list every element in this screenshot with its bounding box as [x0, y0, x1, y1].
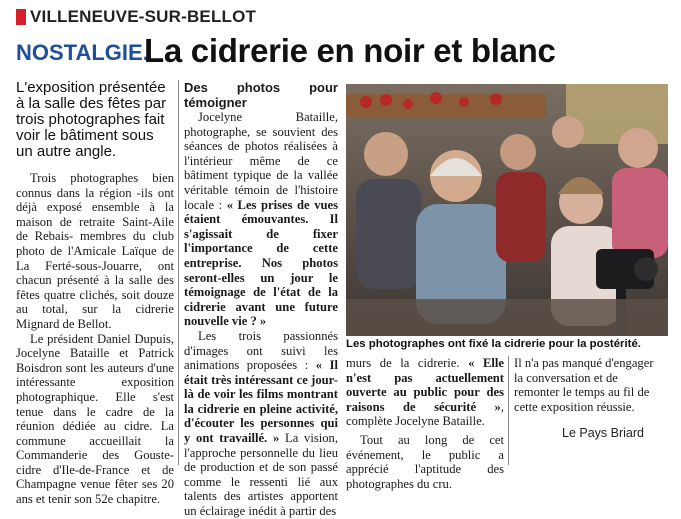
column-3 [346, 356, 504, 491]
article-photo [346, 84, 668, 336]
column-divider [508, 356, 509, 465]
column-4 [514, 356, 664, 414]
text-span: , complète Jocelyne Bataille. [346, 399, 504, 429]
section-marker [16, 9, 26, 25]
text-span: Les trois passionnés d'images ont suivi les animations proposées : [184, 328, 338, 373]
text-span: Jocelyne Bataille, photographe, se souvient des séances de photos réalisées à l'intérieur même de ce bâtiment typique de la vallée véritable témoin de l'histoire locale : [184, 110, 338, 212]
body-paragraph: Il n'a pas manqué d'engager la conversation et de remonter le temps au fil de cette exposition réussie. [514, 356, 654, 414]
quote-span: « Les prises de vues étaient émouvantes. Il s'agissait de fixer l'importance de cette entreprise. Nos photos seront-elles un jour le témoignage de l'état de la cidrerie avant une future nouvelle vie ? » [184, 197, 338, 329]
body-paragraph [346, 356, 504, 429]
body-paragraph: Tout au long de cet événement, le public a apprécié l'aptitude des photographes du cru. [346, 432, 504, 491]
quote-span: « Il était très intéressant ce jour-là de voir les films montrant la cidrerie en pleine activité, d'écouter les personnes qui y ont travaillé. » [184, 358, 338, 446]
photo-caption: Les photographes ont fixé la cidrerie pour la postérité. [346, 338, 641, 350]
lead-paragraph: L'exposition présentée à la salle des fêtes par trois photographes fait voir le bâtiment sous un autre angle. [16, 79, 167, 160]
kicker-location: VILLENEUVE-SUR-BELLOT [30, 7, 257, 26]
column-divider [178, 80, 179, 465]
body-paragraph: Le président Daniel Dupuis, Jocelyne Bataille et Patrick Boisdron sont les auteurs d'une intéressante exposition photographique. Elle s'est tenue dans le cadre de la réunion dédiée au cidre. La commune accueillait la Commanderie des Gouste-cidre d'Ile-de-France et de Champagne venue fêter ses 20 ans et tenir son 52e chapitre. [16, 331, 174, 507]
photo-illustration [346, 84, 668, 336]
body-paragraph [184, 329, 338, 519]
body-paragraph [184, 110, 338, 329]
column-1 [16, 80, 174, 507]
body-paragraph: Trois photographes bien connus dans la région -ils ont déjà exposé ensemble à la maison de retraite Saint-Aile de Rebais- membres du club photo de l'Amicale Laïque de La Ferté-sous-Jouarre, ont chacun présenté à la salle des fêtes quatre clichés, soit douze au total, sur la cidrerie Mignard de Bellot. [16, 171, 174, 331]
text-span: murs de la cidrerie. [346, 356, 469, 370]
source-credit: Le Pays Briard [562, 426, 644, 440]
quote-span: « Elle n'est pas actuellement ouverte au public pour des raisons de sécurité » [346, 356, 504, 414]
column-2 [184, 80, 338, 519]
text-span: La vision, l'approche personnelle du lieu de production et de son passé comme le ressenti lié aux talents des artistes apportent un éclairage inédit à partir des [184, 431, 338, 519]
subheading: Des photos pour témoigner [184, 80, 338, 110]
section-label: NOSTALGIE. [16, 40, 149, 65]
page-title: La cidrerie en noir et blanc [144, 32, 556, 69]
